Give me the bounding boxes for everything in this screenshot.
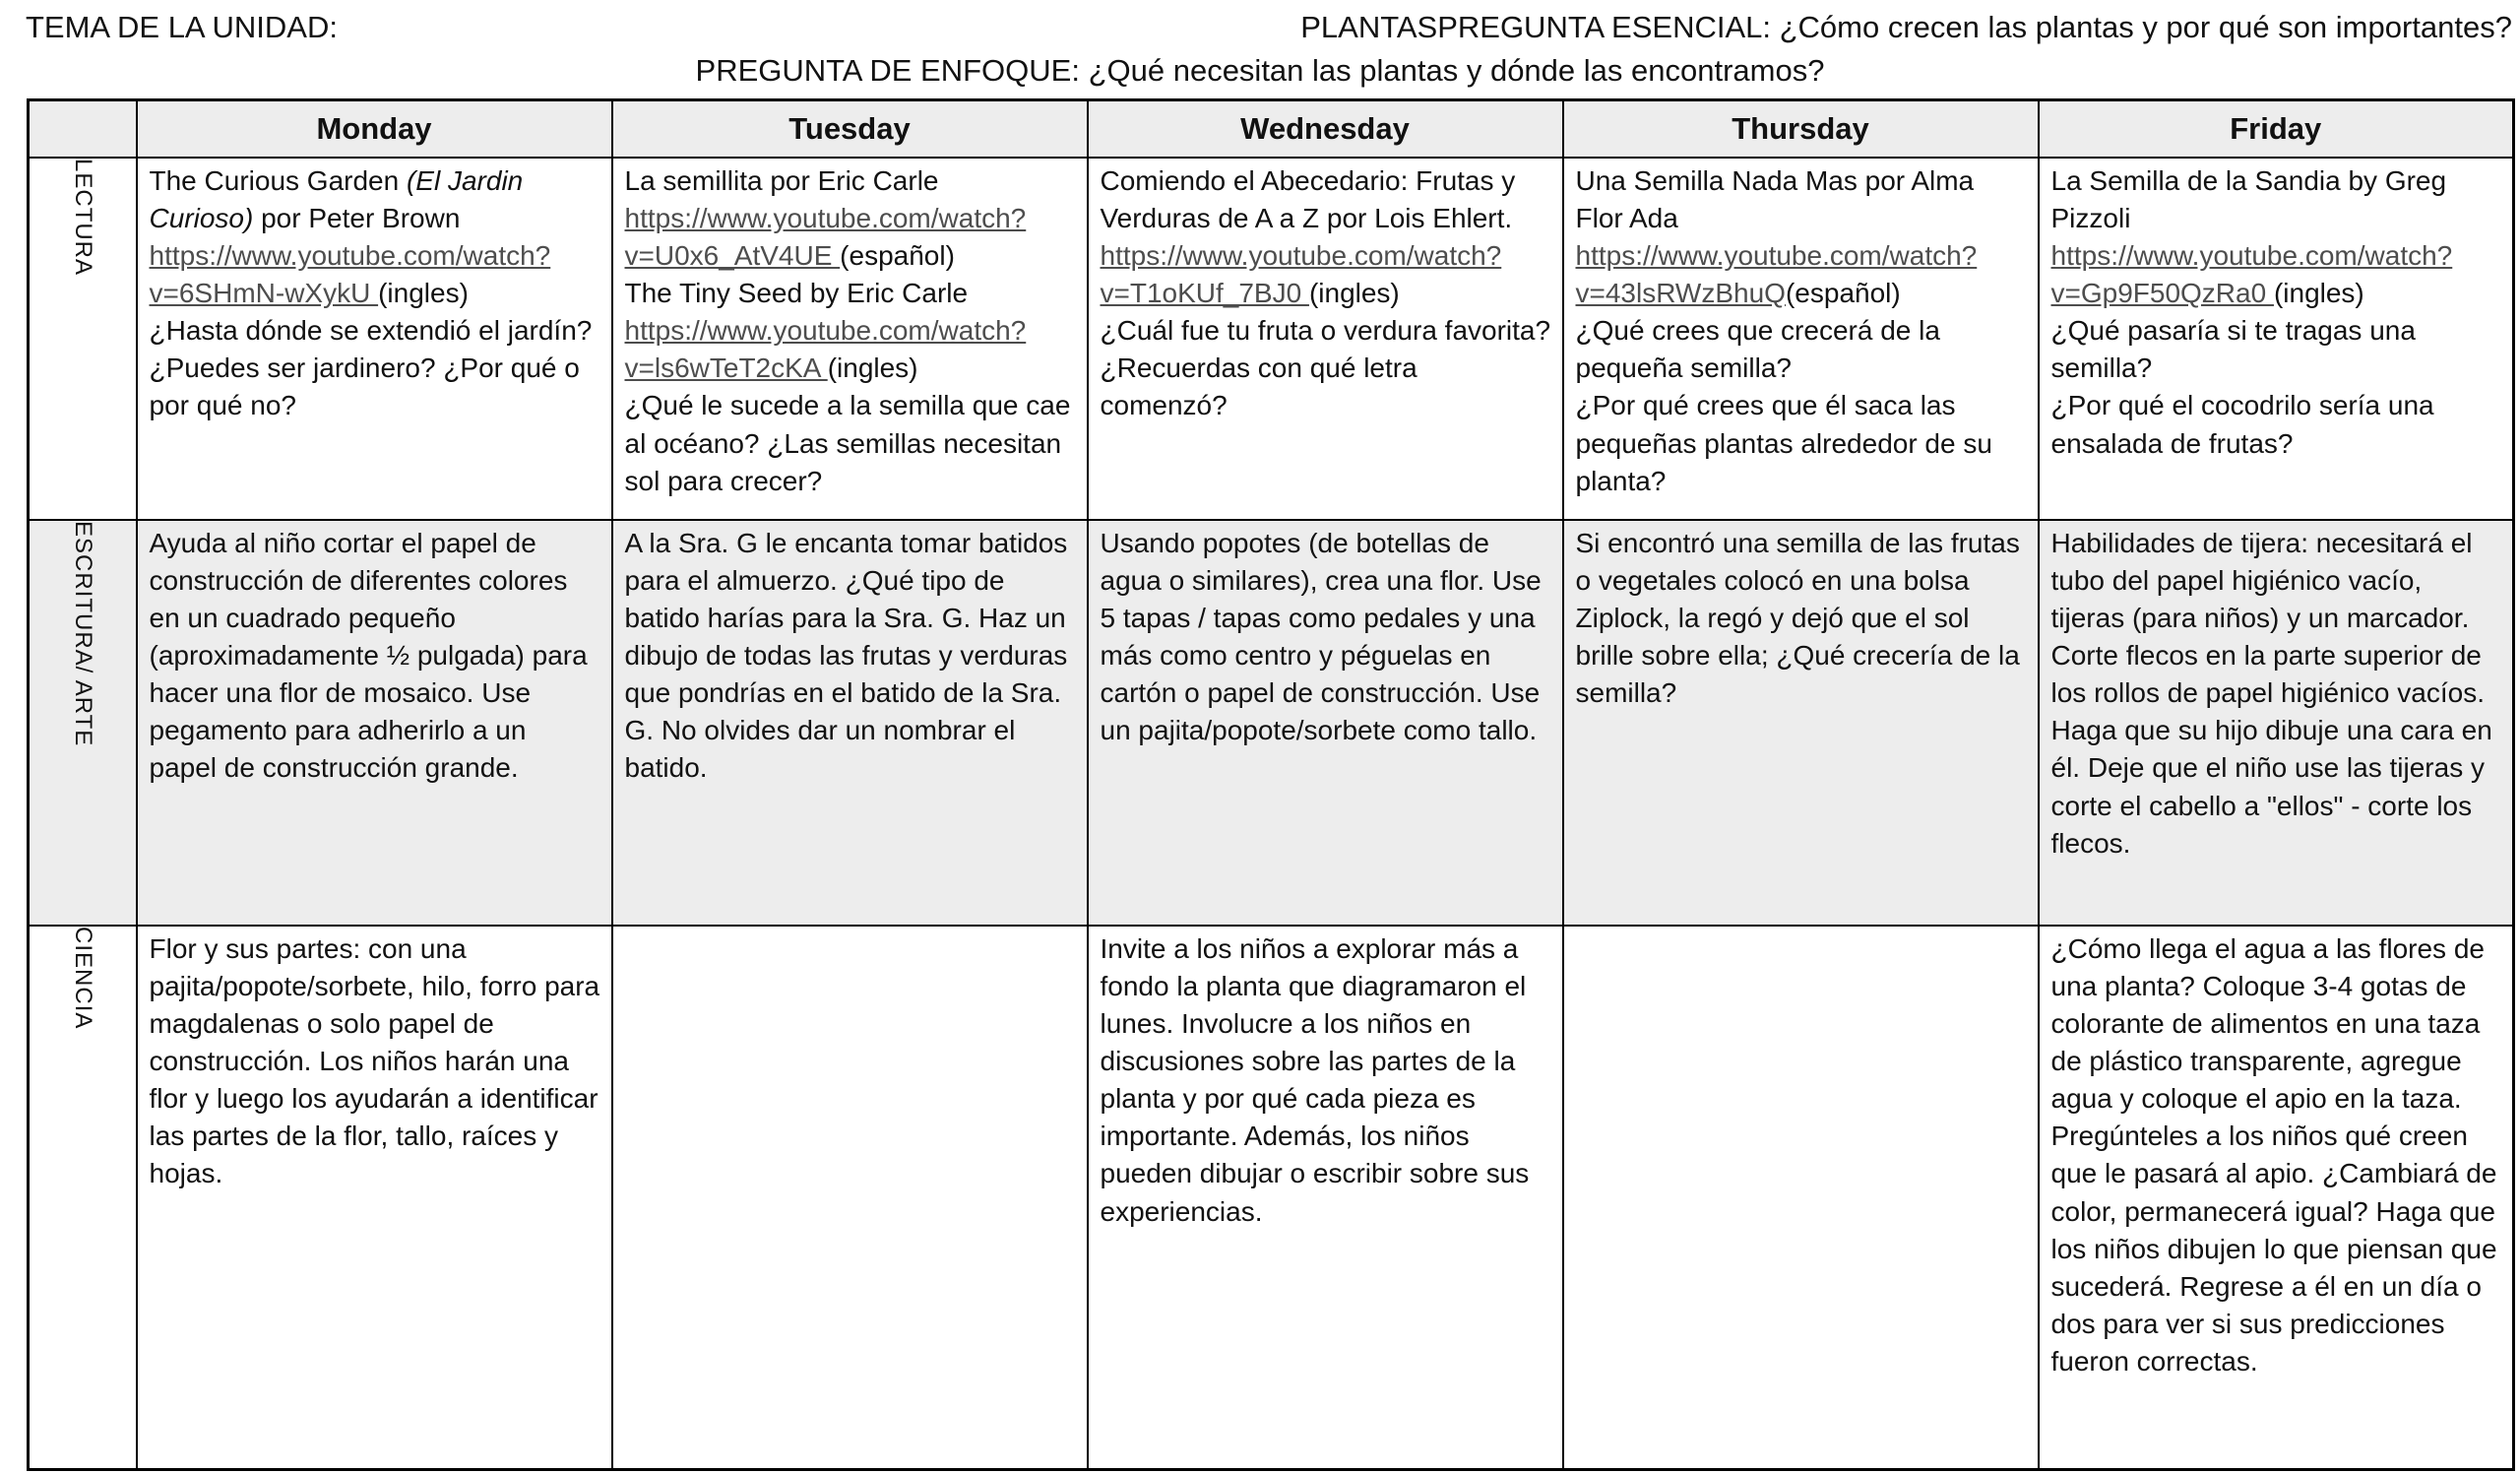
paragraph [150, 350, 601, 424]
paragraph [2051, 162, 2503, 237]
text-segment: ¿Hasta dónde se extendió el jardín? [149, 315, 593, 347]
paragraph [1101, 237, 1552, 312]
row-label-ciencia [29, 926, 137, 1469]
text-segment: La semillita por Eric Carle [624, 165, 939, 196]
paragraph [625, 200, 1077, 275]
cell-escritura-tuesday [612, 520, 1088, 926]
paragraph [2051, 930, 2503, 1380]
cell-lectura-tuesday [612, 158, 1088, 520]
text-segment: Flor y sus partes: con una pajita/popote/sorbete, hilo, forro para magdalenas o solo papel de construcción. Los niños harán una flor y luego los ayudarán a identificar las partes de la flor, tallo, raíces y hojas. [149, 933, 600, 1189]
text-segment: La Semilla de la Sandia by Greg Pizzoli [2050, 165, 2447, 234]
cell-lectura-thursday [1563, 158, 2039, 520]
row-label-escritura-arte-text: ESCRITURA/ ARTE [69, 521, 96, 747]
paragraph [1101, 312, 1552, 424]
text-segment: A la Sra. G le encanta tomar batidos para el almuerzo. ¿Qué tipo de batido harías para la Sra. G. Haz un dibujo de todas las frutas y verduras que pondrías en el batido de la Sra. G. No olvides dar un nombrar el batido. [624, 528, 1068, 784]
row-lectura [29, 158, 2514, 520]
text-segment: (ingles) [827, 352, 918, 384]
paragraph [625, 312, 1077, 387]
paragraph [150, 162, 601, 237]
text-segment: Una Semilla Nada Mas por Alma Flor Ada [1575, 165, 1975, 234]
day-header-wednesday: Wednesday [1088, 100, 1563, 159]
cell-escritura-monday [137, 520, 612, 926]
focus-question: PREGUNTA DE ENFOQUE: ¿Qué necesitan las plantas y dónde las encontramos? [695, 52, 1825, 88]
text-segment: ¿Puedes ser jardinero? ¿Por qué o por qué no? [149, 352, 580, 421]
text-segment: Si encontró una semilla de las frutas o vegetales colocó en una bolsa Ziplock, la regó y dejó que el sol brille sobre ella; ¿Qué crecería de la semilla? [1575, 528, 2020, 709]
youtube-link[interactable]: https://www.youtube.com/watch?v=43lsRWzBhuQ [1575, 240, 1978, 309]
text-segment: Habilidades de tijera: necesitará el tubo del papel higiénico vacío, tijeras (para niños) y un marcador. Corte flecos en la parte superior de los rollos de papel higiénico vacíos. Haga que su hijo dibuje una cara en él. Deje que el niño use las tijeras y corte el cabello a "ellos" - corte los flecos. [2050, 528, 2492, 859]
essential-question: PLANTASPREGUNTA ESENCIAL: ¿Cómo crecen las plantas y por qué son importantes? [1300, 10, 2512, 44]
text-segment: (ingles) [1308, 278, 1400, 309]
row-label-lectura-text: LECTURA [69, 159, 96, 277]
paragraph [1576, 525, 2028, 712]
youtube-link[interactable]: https://www.youtube.com/watch?v=T1oKUf_7BJ0 [1100, 240, 1502, 309]
text-segment: ¿Por qué el cocodrilo sería una ensalada de frutas? [2050, 390, 2434, 459]
cell-ciencia-tuesday [612, 926, 1088, 1469]
paragraph [2051, 312, 2503, 387]
youtube-link[interactable]: https://www.youtube.com/watch?v=6SHmN-wXykU [149, 240, 551, 309]
day-header-monday: Monday [137, 100, 612, 159]
day-header-tuesday: Tuesday [612, 100, 1088, 159]
row-label-escritura-arte [29, 520, 137, 926]
paragraph [150, 312, 601, 350]
cell-ciencia-monday [137, 926, 612, 1469]
text-segment: ¿Qué le sucede a la semilla que cae al océano? ¿Las semillas necesitan sol para crecer? [624, 390, 1071, 496]
row-ciencia [29, 926, 2514, 1469]
paragraph [1576, 387, 2028, 499]
paragraph [2051, 387, 2503, 462]
day-header-row [29, 100, 2514, 159]
text-segment: por Peter Brown [253, 203, 461, 234]
text-segment: Invite a los niños a explorar más a fondo la planta que diagramaron el lunes. Involucre a los niños en discusiones sobre las partes de la planta y por qué cada pieza es importante. Además, los niños pueden dibujar o escribir sobre sus experiencias. [1100, 933, 1530, 1227]
youtube-link[interactable]: https://www.youtube.com/watch?v=ls6wTeT2cKA [624, 315, 1027, 384]
paragraph [2051, 525, 2503, 863]
cell-ciencia-thursday [1563, 926, 2039, 1469]
cell-lectura-monday [137, 158, 612, 520]
text-segment: (ingles) [2273, 278, 2364, 309]
text-segment: The Curious Garden [149, 165, 407, 196]
cell-escritura-thursday [1563, 520, 2039, 926]
cell-lectura-friday [2039, 158, 2514, 520]
paragraph [1576, 162, 2028, 237]
paragraph [625, 162, 1077, 200]
text-segment: Usando popotes (de botellas de agua o similares), crea una flor. Use 5 tapas / tapas como pedales y una más como centro y péguelas en cartón o papel de construcción. Use un pajita/popote/sorbete como tallo. [1100, 528, 1542, 746]
text-segment: (ingles) [378, 278, 469, 309]
text-segment: (español) [840, 240, 955, 272]
text-segment: ¿Cómo llega el agua a las flores de una planta? Coloque 3-4 gotas de colorante de alimentos en una taza de plástico transparente, agregue agua y coloque el apio en la taza. Pregúnteles a los niños qué creen que le pasará al apio. ¿Cambiará de color, permanecerá igual? Haga que los niños dibujen lo que piensan que sucederá. Regrese a él en un día o dos para ver si sus predicciones fueron correctas. [2050, 933, 2497, 1377]
text-segment: ¿Qué pasaría si te tragas una semilla? [2050, 315, 2416, 384]
youtube-link[interactable]: https://www.youtube.com/watch?v=U0x6_AtV4UE [624, 203, 1027, 272]
cell-ciencia-friday [2039, 926, 2514, 1469]
paragraph [150, 525, 601, 788]
text-segment: ¿Cuál fue tu fruta o verdura favorita? ¿Recuerdas con qué letra comenzó? [1100, 315, 1551, 421]
paragraph [150, 237, 601, 312]
text-segment: Ayuda al niño cortar el papel de construcción de diferentes colores en un cuadrado pequeño (aproximadamente ½ pulgada) para hacer una flor de mosaico. Use pegamento para adherirlo a un papel de construcción grande. [149, 528, 588, 784]
youtube-link[interactable]: https://www.youtube.com/watch?v=Gp9F50QzRa0 [2050, 240, 2453, 309]
day-header-friday: Friday [2039, 100, 2514, 159]
paragraph [1101, 162, 1552, 237]
paragraph [150, 930, 601, 1193]
row-escritura-arte [29, 520, 2514, 926]
paragraph [1576, 237, 2028, 312]
text-segment: (El Jardin Curioso) [149, 165, 524, 234]
cell-escritura-friday [2039, 520, 2514, 926]
text-segment: (español) [1785, 278, 1901, 309]
day-header-thursday: Thursday [1563, 100, 2039, 159]
cell-escritura-wednesday [1088, 520, 1563, 926]
unit-theme-label: TEMA DE LA UNIDAD: [26, 10, 338, 44]
corner-cell [29, 100, 137, 159]
text-segment: Comiendo el Abecedario: Frutas y Verduras de A a Z por Lois Ehlert. [1100, 165, 1516, 234]
text-segment: ¿Qué crees que crecerá de la pequeña semilla? [1575, 315, 1940, 384]
weekly-plan-table [27, 98, 2515, 1471]
text-segment: The Tiny Seed by Eric Carle [624, 278, 969, 309]
paragraph [2051, 237, 2503, 312]
paragraph [625, 275, 1077, 312]
row-label-ciencia-text: CIENCIA [69, 927, 96, 1030]
paragraph [625, 387, 1077, 499]
paragraph [1101, 930, 1552, 1231]
paragraph [1576, 312, 2028, 387]
paragraph [1101, 525, 1552, 749]
row-label-lectura [29, 158, 137, 520]
paragraph [625, 525, 1077, 788]
title-row [0, 0, 2520, 45]
text-segment: ¿Por qué crees que él saca las pequeñas plantas alrededor de su planta? [1575, 390, 1992, 496]
cell-lectura-wednesday [1088, 158, 1563, 520]
cell-ciencia-wednesday [1088, 926, 1563, 1469]
